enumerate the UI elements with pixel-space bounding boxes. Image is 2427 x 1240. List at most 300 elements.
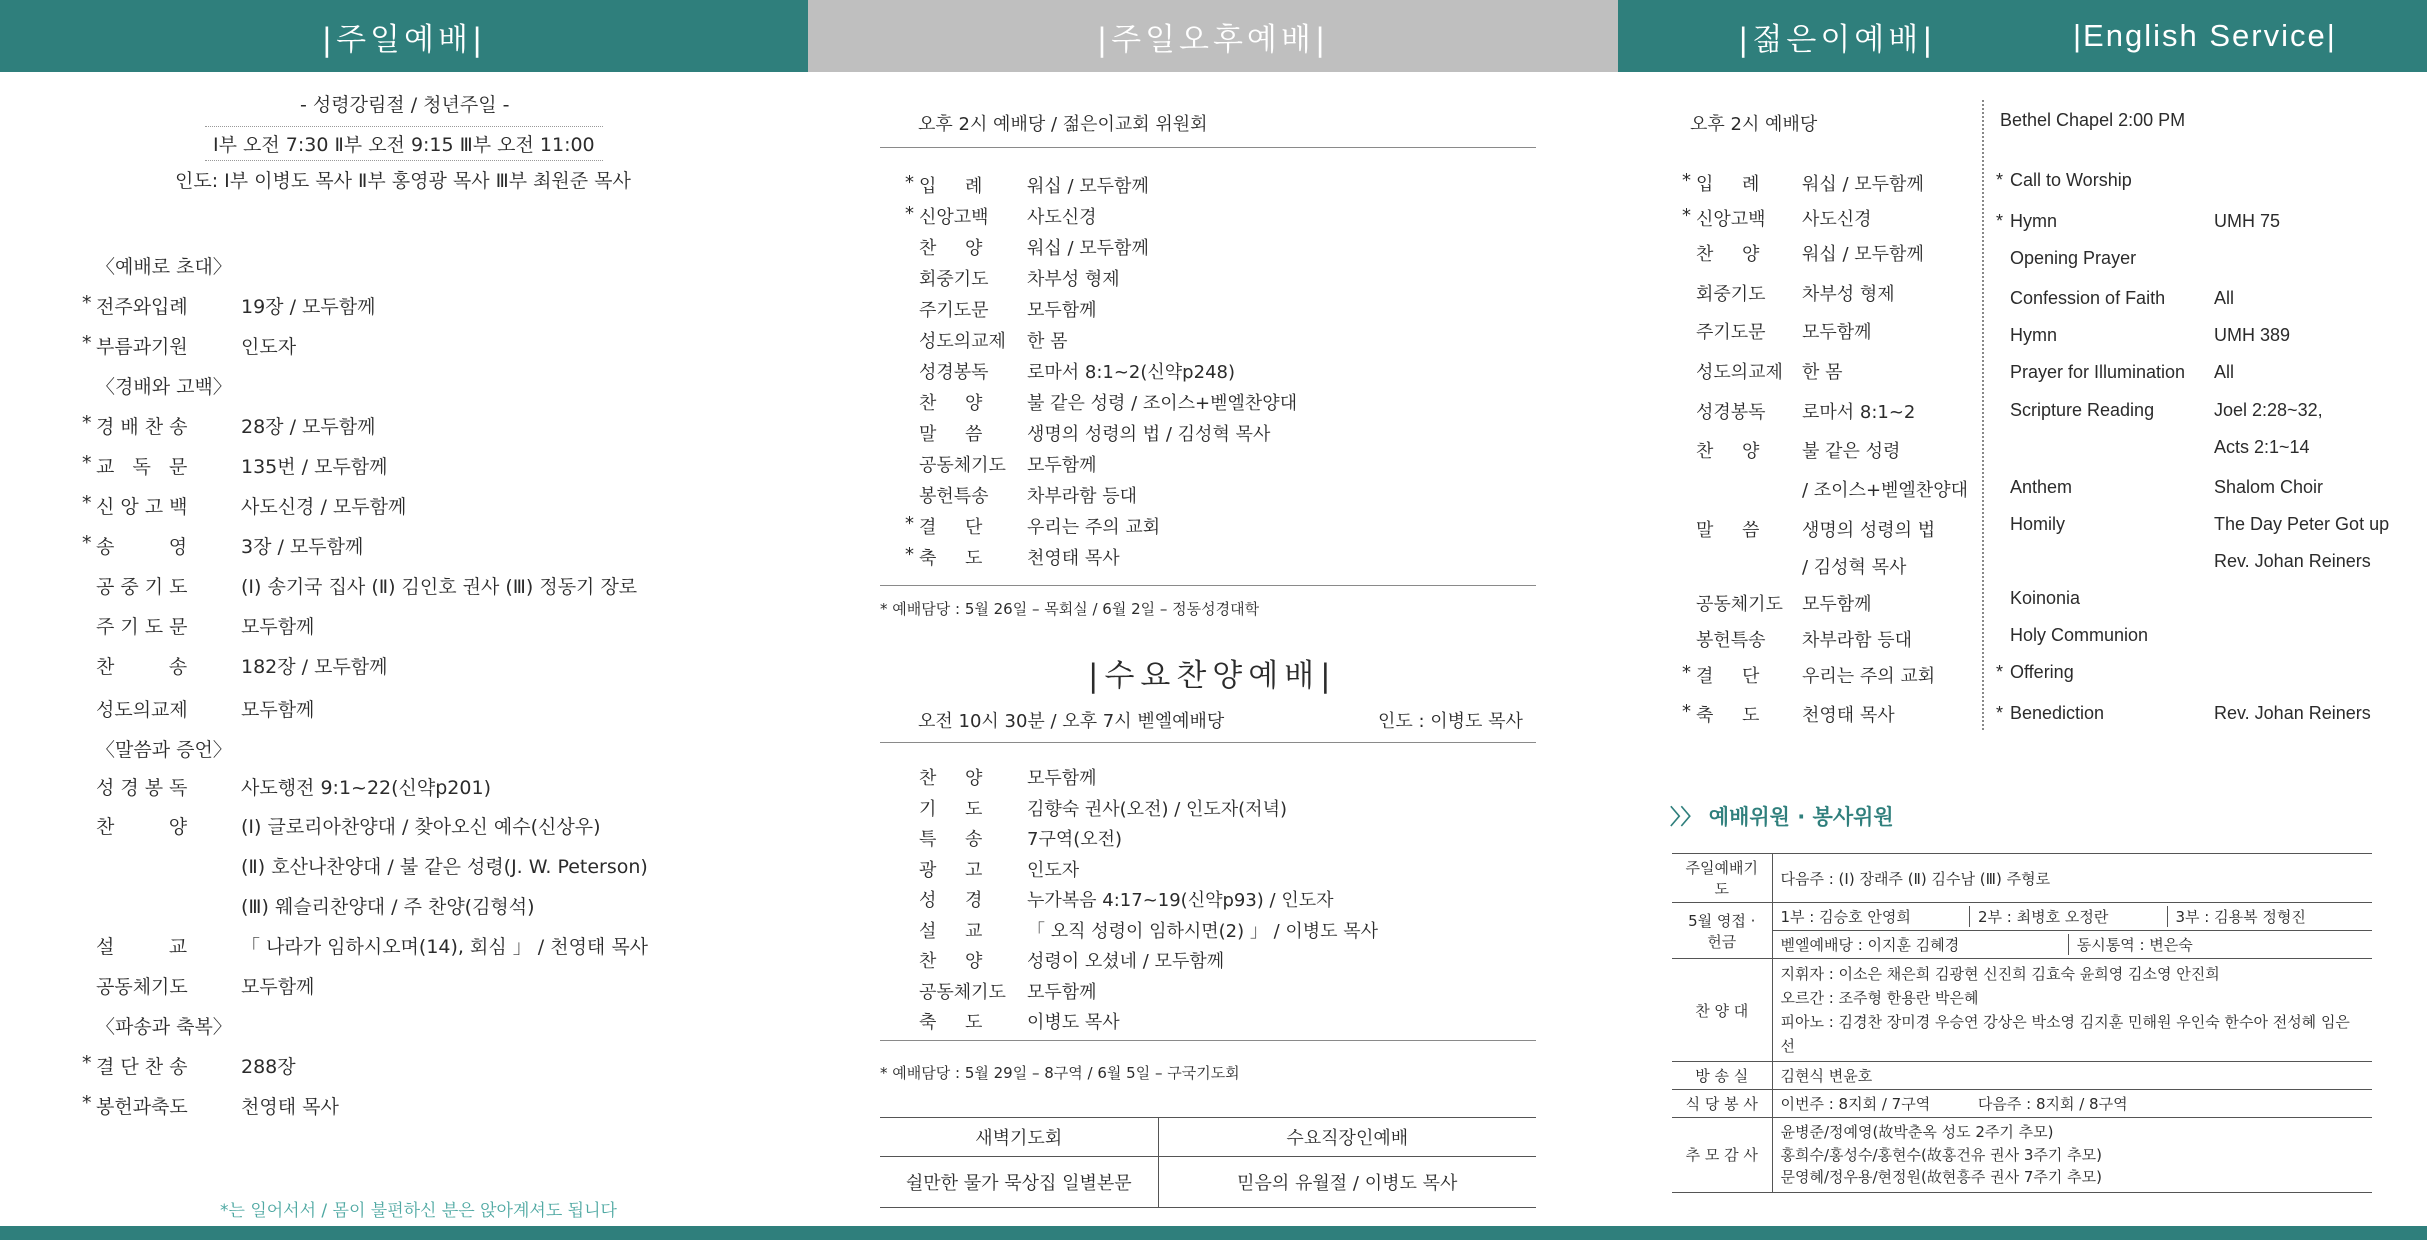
item-label: 찬 양 (1696, 244, 1760, 265)
item-label: 결 단 찬 송 (96, 1056, 188, 1078)
sunday-order-item (82, 852, 648, 879)
item-label: 〈말씀과 증언〉 (96, 739, 232, 761)
item-value: (Ⅲ) 웨슬리찬양대 / 주 찬양(김형석) (241, 896, 535, 918)
item-value: 로마서 8:1~2(신약p248) (1027, 362, 1235, 383)
item-value: 로마서 8:1~2 (1802, 402, 1916, 423)
item-label: 찬 양 (919, 393, 983, 414)
sunday-order-item (82, 892, 535, 919)
committee-table (1672, 853, 2372, 1193)
sunday-order-item (82, 932, 648, 959)
item-label: Benediction (2010, 703, 2105, 723)
item-label: 주기도문 (919, 300, 989, 321)
dawn-prayer-value: 쉴만한 물가 묵상집 일별본문 (880, 1157, 1158, 1208)
english-order-item (1996, 551, 2371, 572)
header-afternoon-label: |주일오후예배| (1096, 21, 1330, 58)
item-label: 성경봉독 (1696, 402, 1766, 423)
item-label: 부름과기원 (96, 336, 188, 358)
item-value: 사도신경 / 모두함께 (241, 496, 407, 518)
bottom-bar (0, 1226, 2427, 1240)
required-standing-marker: * (1996, 662, 2004, 682)
wednesday-order-item (919, 886, 1334, 912)
item-label: Homily (2010, 514, 2066, 534)
required-standing-marker (1996, 477, 2010, 498)
required-standing-marker (1996, 362, 2010, 383)
item-label: Scripture Reading (2010, 400, 2155, 420)
item-value: 차부라함 등대 (1802, 630, 1913, 651)
required-standing-marker (1682, 476, 1696, 502)
required-standing-marker (905, 420, 919, 446)
item-label: Holy Communion (2010, 625, 2149, 645)
youth-order-item (1682, 240, 1924, 266)
english-order-item (1996, 437, 2310, 458)
required-standing-marker (1996, 400, 2010, 421)
required-standing-marker (1682, 516, 1696, 542)
item-value: 19장 / 모두함께 (241, 296, 376, 318)
dawn-prayer-header: 새벽기도회 (880, 1118, 1158, 1157)
committee-key: 5월 영접 · 헌금 (1672, 903, 1772, 959)
english-order-item (1996, 325, 2290, 346)
item-label: 입 례 (1696, 174, 1760, 195)
wednesday-title: |수요찬양예배| (1088, 658, 1337, 694)
required-standing-marker (1996, 514, 2010, 535)
required-standing-marker (82, 652, 96, 679)
item-label: 설 교 (96, 936, 188, 958)
item-label (1696, 553, 1802, 579)
item-value: 김향숙 권사(오전) / 인도자(저녁) (1027, 798, 1287, 820)
item-value: 모두함께 (1802, 322, 1872, 343)
required-standing-marker (1682, 437, 1696, 463)
required-standing-marker (1996, 248, 2010, 269)
item-value: Acts 2:1~14 (2214, 437, 2310, 457)
required-standing-marker: * (82, 1092, 92, 1114)
item-value: 인도자 (1027, 859, 1080, 881)
afternoon-order-item (905, 203, 1097, 229)
item-label: 주기도문 (1696, 322, 1766, 343)
english-order-item (1996, 400, 2323, 421)
youth-order-item (1682, 358, 1843, 384)
item-value: 「 나라가 임하시오며(14), 회심 」 / 천영태 목사 (241, 936, 649, 958)
sunday-order-item (82, 735, 241, 762)
committee-key: 추 모 감 사 (1672, 1118, 1772, 1193)
youth-order-item (1682, 170, 1924, 196)
item-label: 회중기도 (919, 269, 989, 290)
committee-key: 방 송 실 (1672, 1062, 1772, 1090)
item-value: / 김성혁 목사 (1802, 557, 1907, 578)
wednesday-order-item (919, 917, 1378, 943)
divider (880, 1040, 1536, 1041)
sunday-order-item (82, 572, 637, 599)
afternoon-note: * 예배담당 : 5월 26일 – 목회실 / 6월 2일 – 정동성경대학 (880, 600, 1260, 618)
required-standing-marker (82, 572, 96, 599)
interpreter: 동시통역 : 변은숙 (2068, 934, 2364, 955)
afternoon-order-item (905, 234, 1149, 260)
item-label: 봉헌특송 (919, 486, 989, 507)
youth-order-item (1682, 590, 1872, 616)
required-standing-marker (905, 482, 919, 508)
item-label: 광 고 (919, 859, 983, 881)
column-divider (1982, 100, 1984, 730)
required-standing-marker (82, 852, 96, 879)
english-order-item (1996, 211, 2280, 232)
item-label: 특 송 (919, 829, 983, 850)
item-label: 공동체기도 (919, 455, 1006, 476)
item-label (1696, 476, 1802, 502)
item-label: 성도의교제 (919, 331, 1006, 352)
required-standing-marker (82, 892, 96, 919)
item-label: Call to Worship (2010, 170, 2132, 190)
afternoon-order-item (905, 513, 1160, 539)
item-label (2010, 551, 2214, 572)
youth-order-item (1682, 662, 1935, 688)
item-value: 불 같은 성령 / 조이스+벧엘찬양대 (1027, 393, 1298, 414)
sunday-order-item (82, 332, 296, 359)
english-order-item (1996, 703, 2371, 724)
wednesday-order-item (919, 856, 1079, 882)
item-value: 모두함께 (1802, 594, 1872, 615)
sunday-order-item (82, 372, 241, 399)
choir-conductors: 지휘자 : 이소은 채은희 김광현 신진희 김효숙 윤희영 김소영 안진희 (1780, 965, 2220, 983)
item-value: 모두함께 (1027, 768, 1097, 789)
required-standing-marker (82, 612, 96, 639)
divider (880, 147, 1536, 148)
afternoon-order-item (905, 482, 1137, 508)
english-order-item (1996, 248, 2214, 269)
item-value: (Ⅱ) 호산나찬양대 / 불 같은 성령(J. W. Peterson) (241, 856, 648, 878)
divider (880, 742, 1536, 743)
item-value: 차부라함 등대 (1027, 486, 1138, 507)
item-label: Prayer for Illumination (2010, 362, 2186, 382)
afternoon-order-item (905, 327, 1068, 353)
committee-value (1772, 959, 2372, 1062)
item-value: 생명의 성령의 법 (1802, 520, 1936, 541)
item-label: 신앙고백 (1696, 209, 1766, 230)
afternoon-info: 오후 2시 예배당 / 젊은이교회 위원회 (918, 114, 1208, 135)
item-label: 공동체기도 (1696, 594, 1783, 615)
afternoon-order-item (905, 296, 1097, 322)
item-label: Opening Prayer (2010, 248, 2137, 268)
item-label: 말 씀 (919, 424, 983, 445)
item-value: (Ⅰ) 글로리아찬양대 / 찾아오신 예수(신상우) (241, 816, 601, 838)
item-value: 135번 / 모두함께 (241, 456, 388, 478)
required-standing-marker (82, 695, 96, 722)
memorial-line: 문영혜/정우용/현정원(故현흥주 권사 7주기 추모) (1780, 1168, 2102, 1186)
committee-title: 〉〉 예배위원 · 봉사위원 (1670, 805, 1894, 829)
item-value: 모두함께 (1027, 455, 1097, 476)
item-label: 성경봉독 (919, 362, 989, 383)
sunday-order-item (82, 695, 314, 722)
afternoon-order-item (905, 544, 1120, 570)
committee-key: 식 당 봉 사 (1672, 1090, 1772, 1118)
item-label: 회중기도 (1696, 284, 1766, 305)
required-standing-marker (1996, 551, 2010, 572)
usher-first: 1부 : 김승호 안영희 (1780, 908, 1911, 926)
youth-info: 오후 2시 예배당 (1690, 114, 1818, 135)
sunday-order-item (82, 972, 314, 999)
item-label: 찬 양 (96, 816, 188, 838)
committee-value: 다음주 : (Ⅰ) 장래주 (Ⅱ) 김수남 (Ⅲ) 주형로 (1772, 854, 2372, 903)
item-label: 공동체기도 (919, 981, 1006, 1003)
sunday-order-item (82, 812, 600, 839)
item-value: 사도신경 (1802, 209, 1872, 230)
item-value: 182장 / 모두함께 (241, 656, 388, 678)
memorial-line: 홍희수/홍성수/홍현수(故홍건유 권사 3주기 추모) (1780, 1145, 2102, 1164)
english-order-item (1996, 662, 2214, 683)
item-value: 사도행전 9:1~22(신약p201) (241, 777, 491, 799)
item-value: Rev. Johan Reiners (2214, 703, 2371, 723)
required-standing-marker: * (905, 513, 914, 534)
item-label: 결 단 (1696, 666, 1760, 687)
sunday-footnote: *는 일어서서 / 몸이 불편하신 분은 앉아계셔도 됩니다 (220, 1201, 617, 1221)
afternoon-order-item (905, 358, 1235, 384)
item-label: 주 기 도 문 (96, 616, 188, 638)
item-value: 인도자 (241, 336, 297, 358)
item-label: 송 영 (96, 536, 188, 558)
header-youth-english (1618, 0, 2427, 72)
item-label: Offering (2010, 662, 2074, 682)
item-label: 성도의교제 (1696, 362, 1783, 383)
required-standing-marker (82, 372, 96, 399)
required-standing-marker (905, 234, 919, 260)
youth-order-item (1682, 437, 1900, 463)
item-value: 차부성 형제 (1802, 284, 1895, 305)
required-standing-marker: * (82, 292, 92, 314)
item-label: Anthem (2010, 477, 2073, 497)
required-standing-marker: * (1682, 701, 1691, 722)
required-standing-marker (82, 972, 96, 999)
english-order-item (1996, 362, 2234, 383)
required-standing-marker: * (1682, 662, 1691, 683)
sunday-order-item (82, 452, 388, 479)
item-label: 찬 양 (919, 238, 983, 259)
afternoon-order-item (905, 389, 1297, 415)
item-value: 모두함께 (241, 616, 315, 638)
item-value: 이병도 목사 (1027, 1012, 1120, 1033)
required-standing-marker (1996, 588, 2010, 609)
required-standing-marker: * (82, 532, 92, 554)
required-standing-marker: * (905, 203, 914, 224)
item-label: Confession of Faith (2010, 288, 2166, 308)
youth-order-item (1682, 516, 1935, 542)
committee-value (1772, 903, 2372, 959)
wednesday-order-item (919, 795, 1287, 821)
divider (880, 585, 1536, 586)
item-value: (Ⅰ) 송기국 집사 (Ⅱ) 김인호 권사 (Ⅲ) 정동기 장로 (241, 576, 638, 598)
wednesday-order-item (919, 764, 1097, 790)
sunday-order-item (82, 612, 314, 639)
sunday-order-item (82, 1012, 241, 1039)
required-standing-marker (905, 389, 919, 415)
wednesday-order-item (919, 947, 1224, 973)
item-label: 축 도 (919, 548, 983, 569)
item-value: 천영태 목사 (1027, 548, 1120, 569)
committee-key: 찬 양 대 (1672, 959, 1772, 1062)
item-value: All (2214, 288, 2235, 308)
item-value: 우리는 주의 교회 (1027, 517, 1161, 538)
required-standing-marker: * (905, 172, 914, 193)
youth-order-item (1682, 205, 1872, 231)
usher-second: 2부 : 최병호 오정란 (1969, 906, 2167, 927)
item-value: 누가복음 4:17~19(신약p93) / 인도자 (1027, 890, 1334, 911)
required-standing-marker (1682, 280, 1696, 306)
required-standing-marker: * (82, 332, 92, 354)
sunday-leaders: 인도: Ⅰ부 이병도 목사 Ⅱ부 홍영광 목사 Ⅲ부 최원준 목사 (175, 170, 631, 192)
afternoon-order-item (905, 420, 1270, 446)
required-standing-marker (1682, 358, 1696, 384)
required-standing-marker: * (82, 452, 92, 474)
item-value: 한 몸 (1802, 362, 1843, 383)
item-value: 모두함께 (1027, 300, 1097, 321)
required-standing-marker (82, 735, 96, 762)
item-label: Hymn (2010, 211, 2058, 231)
required-standing-marker: * (1682, 170, 1691, 191)
required-standing-marker (1682, 398, 1696, 424)
item-value: Joel 2:28~32, (2214, 400, 2323, 420)
sunday-order-item (82, 652, 388, 679)
item-value: 성령이 오셨네 / 모두함께 (1027, 951, 1225, 972)
sunday-order-item (82, 292, 375, 319)
header-sunday-service (0, 0, 808, 72)
item-label: 경 배 찬 송 (96, 416, 188, 438)
item-label: 성 경 (919, 890, 983, 911)
required-standing-marker (82, 932, 96, 959)
item-label: 찬 양 (1696, 441, 1760, 462)
item-value: 워십 / 모두함께 (1802, 174, 1924, 195)
item-value: 「 오직 성령이 임하시면(2) 」 / 이병도 목사 (1027, 920, 1379, 942)
item-label: 찬 송 (96, 656, 188, 678)
required-standing-marker (905, 296, 919, 322)
item-value: Rev. Johan Reiners (2214, 551, 2371, 571)
required-standing-marker (905, 327, 919, 353)
sunday-order-item (82, 412, 375, 439)
required-standing-marker: * (82, 492, 92, 514)
required-standing-marker: * (1996, 703, 2004, 723)
required-standing-marker (1682, 318, 1696, 344)
wednesday-info: 오전 10시 30분 / 오후 7시 벧엘예배당 (918, 711, 1225, 732)
required-standing-marker (1682, 590, 1696, 616)
item-value: 우리는 주의 교회 (1802, 666, 1936, 687)
youth-order-item (1682, 476, 1968, 502)
item-label: 말 씀 (1696, 520, 1760, 541)
item-label (96, 852, 241, 879)
required-standing-marker (1996, 437, 2010, 458)
item-value: 불 같은 성령 (1802, 441, 1901, 462)
english-info: Bethel Chapel 2:00 PM (2000, 110, 2186, 130)
required-standing-marker: * (1996, 211, 2004, 231)
item-label: 신앙고백 (919, 207, 989, 228)
item-label: 찬 양 (919, 768, 983, 789)
header-youth-label: |젊은이예배| (1738, 21, 1937, 58)
item-label: 교 독 문 (96, 456, 188, 478)
required-standing-marker: * (905, 544, 914, 565)
english-order-item (1996, 477, 2323, 498)
required-standing-marker (905, 265, 919, 291)
header-sunday-label: |주일예배| (321, 21, 487, 58)
required-standing-marker (905, 451, 919, 477)
required-standing-marker (82, 773, 96, 800)
item-value: 모두함께 (241, 976, 315, 998)
committee-value: 이번주 : 8지회 / 7구역 다음주 : 8지회 / 8구역 (1772, 1090, 2372, 1118)
youth-order-item (1682, 701, 1895, 727)
item-label: 봉헌과축도 (96, 1096, 188, 1118)
afternoon-order-item (905, 451, 1097, 477)
wednesday-order-item (919, 1008, 1120, 1034)
item-label: 결 단 (919, 517, 983, 538)
wednesday-note: * 예배담당 : 5월 29일 – 8구역 / 6월 5일 – 구국기도회 (880, 1064, 1240, 1082)
item-label: 전주와입례 (96, 296, 188, 318)
required-standing-marker (905, 358, 919, 384)
sunday-order-item (82, 492, 406, 519)
english-order-item (1996, 514, 2389, 535)
header-english-label: |English Service| (2073, 18, 2337, 53)
item-value: 288장 (241, 1056, 296, 1078)
item-label: 축 도 (1696, 705, 1760, 726)
item-label: 입 례 (919, 176, 983, 197)
usher-bethel: 벧엘예배당 : 이지훈 김혜경 (1780, 936, 1960, 954)
item-value: 7구역(오전) (1027, 829, 1123, 850)
required-standing-marker: * (1682, 205, 1691, 226)
item-value: 천영태 목사 (1802, 705, 1895, 726)
wednesday-leader: 인도 : 이병도 목사 (1378, 711, 1523, 732)
wednesday-worker-header: 수요직장인예배 (1158, 1118, 1536, 1157)
item-label: 성 경 봉 독 (96, 777, 188, 799)
required-standing-marker (82, 1012, 96, 1039)
item-value: The Day Peter Got up (2214, 514, 2390, 534)
item-value: 워십 / 모두함께 (1027, 238, 1149, 259)
english-order-item (1996, 588, 2214, 609)
required-standing-marker (1682, 626, 1696, 652)
required-standing-marker (1682, 553, 1696, 579)
afternoon-order-item (905, 265, 1120, 291)
sunday-order-item (82, 1092, 339, 1119)
required-standing-marker (1996, 625, 2010, 646)
item-value: 천영태 목사 (241, 1096, 339, 1118)
item-label: 기 도 (919, 798, 983, 820)
item-label (2010, 437, 2214, 458)
wednesday-order-item (919, 825, 1122, 851)
memorial-line: 윤병준/정예영(故박춘옥 성도 2주기 추모) (1780, 1123, 2054, 1141)
required-standing-marker: * (82, 1052, 92, 1074)
required-standing-marker (82, 812, 96, 839)
header-afternoon-service (808, 0, 1618, 72)
sunday-times: Ⅰ부 오전 7:30 Ⅱ부 오전 9:15 Ⅲ부 오전 11:00 (205, 126, 603, 161)
sunday-subtitle: - 성령강림절 / 청년주일 - (300, 94, 510, 116)
item-value: UMH 75 (2214, 211, 2281, 231)
english-order-item (1996, 625, 2214, 646)
item-label: 〈경배와 고백〉 (96, 376, 232, 398)
usher-third: 3부 : 김용복 정형진 (2167, 906, 2365, 927)
youth-order-item (1682, 553, 1906, 579)
item-value: UMH 389 (2214, 325, 2291, 345)
required-standing-marker (82, 252, 96, 279)
item-value: 워십 / 모두함께 (1802, 244, 1924, 265)
item-label: Hymn (2010, 325, 2058, 345)
item-label: 성도의교제 (96, 699, 188, 721)
afternoon-order-item (905, 172, 1149, 198)
youth-order-item (1682, 398, 1915, 424)
required-standing-marker (1996, 288, 2010, 309)
item-value: / 조이스+벧엘찬양대 (1802, 480, 1968, 501)
sunday-order-item (82, 532, 363, 559)
item-label: 봉헌특송 (1696, 630, 1766, 651)
choir-organ: 오르간 : 조주형 한용란 박은혜 (1780, 989, 1979, 1007)
item-label: Koinonia (2010, 588, 2081, 608)
youth-order-item (1682, 318, 1872, 344)
wednesday-order-item (919, 978, 1097, 1004)
english-order-item (1996, 170, 2214, 191)
committee-value: 김현식 변윤호 (1772, 1062, 2372, 1090)
item-value: Shalom Choir (2214, 477, 2324, 497)
item-value: All (2214, 362, 2235, 382)
